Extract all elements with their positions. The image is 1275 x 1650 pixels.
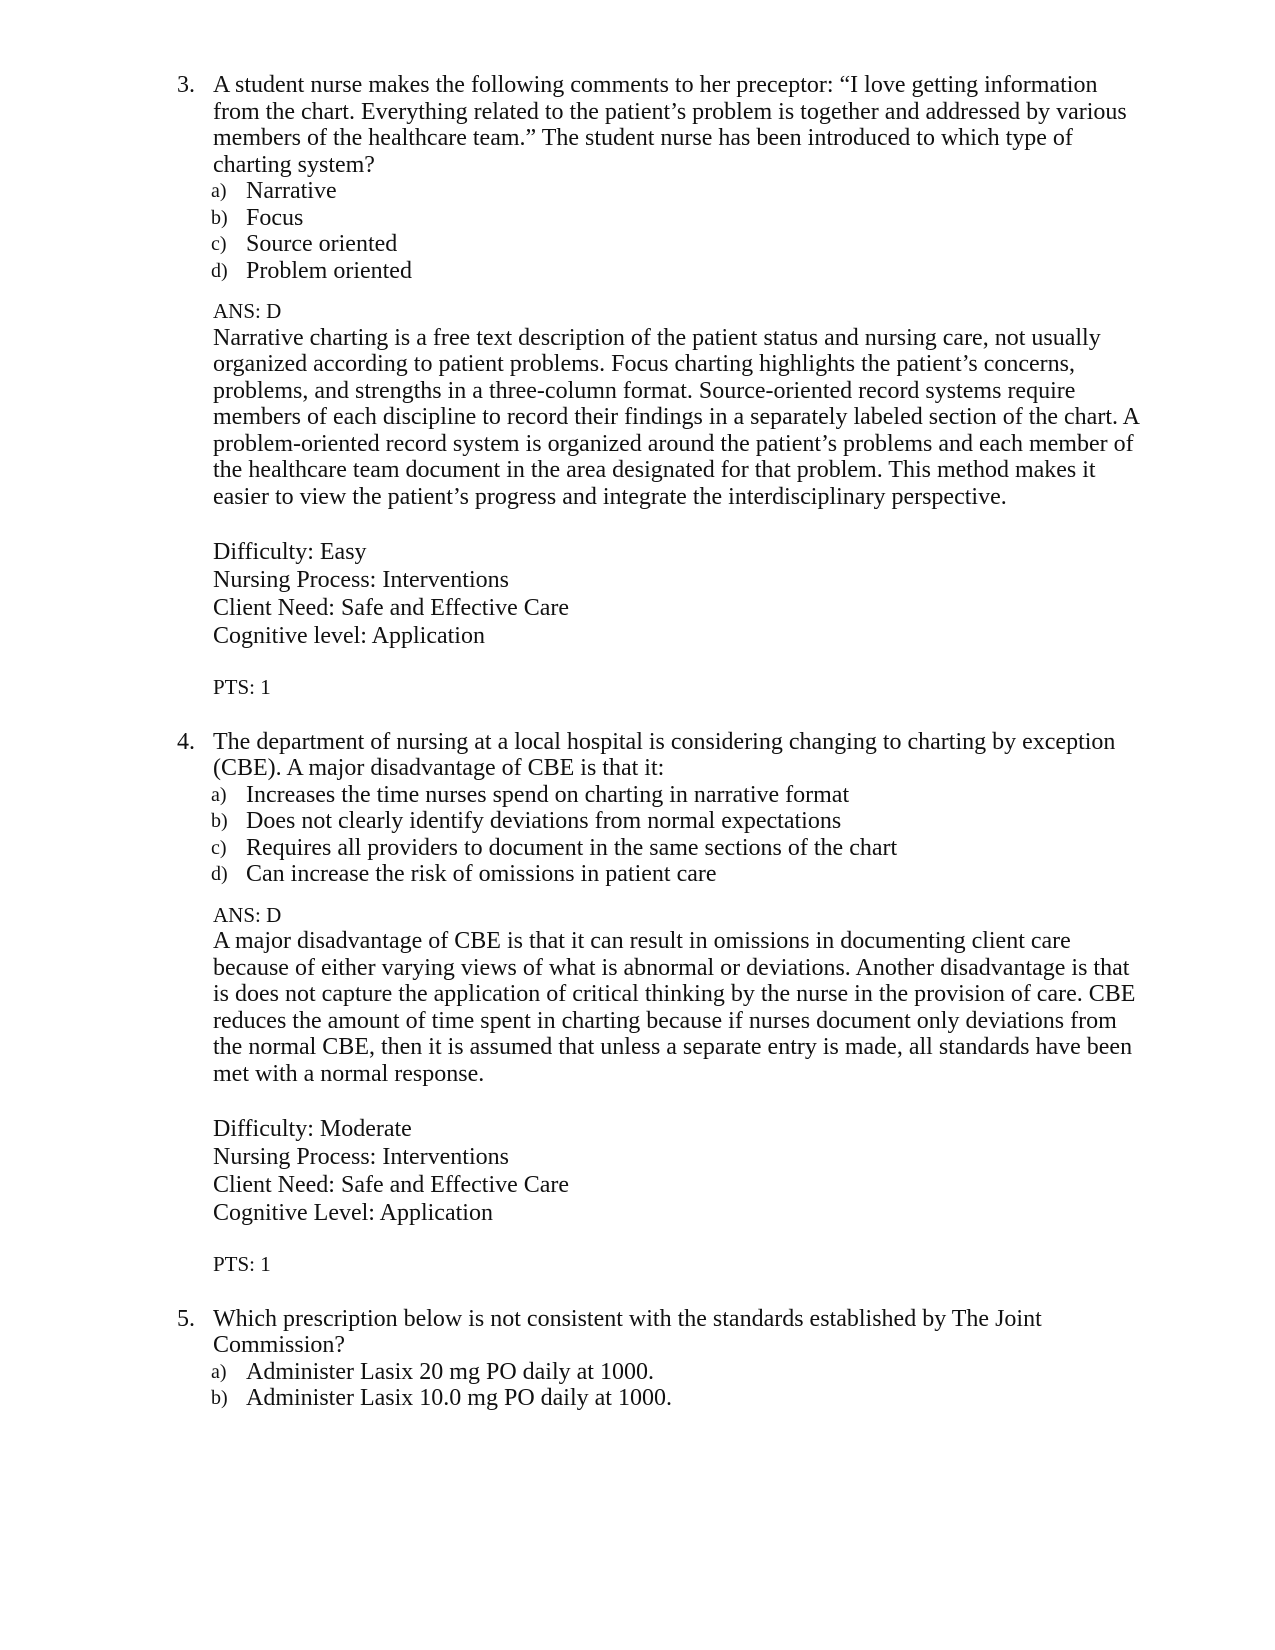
option-text: Source oriented bbox=[246, 231, 398, 257]
question-metadata bbox=[213, 538, 1148, 650]
answer-key: ANS: D bbox=[213, 902, 282, 927]
option-a bbox=[213, 1359, 1148, 1386]
option-letter: d) bbox=[211, 259, 228, 282]
option-text: Can increase the risk of omissions in patient care bbox=[246, 861, 717, 887]
answer-options bbox=[213, 1359, 1148, 1412]
option-b bbox=[213, 205, 1148, 232]
option-d bbox=[213, 861, 1148, 888]
option-letter: b) bbox=[211, 1387, 228, 1409]
option-c bbox=[213, 231, 1148, 258]
points: PTS: 1 bbox=[213, 675, 271, 699]
option-a bbox=[213, 178, 1148, 205]
option-b bbox=[213, 1385, 1148, 1412]
option-a bbox=[213, 782, 1148, 809]
cognitive-level: Cognitive Level: Application bbox=[213, 1200, 493, 1226]
rationale-text: Narrative charting is a free text description of the patient status and nursing care, not usually organized according to patient problems. Focus charting highlights the patient’s concerns, problems, and strengths in a three-column format. Source-oriented record systems require members of each discipline to record their findings in a separately labeled section of the chart. A problem-oriented record system is organized around the patient’s problems and each member of the healthcare team document in the area designated for that problem. This method makes it easier to view the patient’s progress and integrate the interdisciplinary perspective. bbox=[213, 324, 1139, 510]
document-page bbox=[0, 72, 1275, 1412]
difficulty: Difficulty: Easy bbox=[213, 539, 367, 565]
question-number: 4. bbox=[177, 728, 195, 755]
option-letter: b) bbox=[211, 206, 228, 229]
option-letter: d) bbox=[211, 863, 228, 885]
client-need: Client Need: Safe and Effective Care bbox=[213, 1172, 570, 1198]
option-text: Problem oriented bbox=[246, 257, 412, 284]
option-text: Administer Lasix 10.0 mg PO daily at 1000. bbox=[246, 1385, 672, 1411]
option-letter: c) bbox=[211, 836, 227, 859]
question-3 bbox=[177, 72, 1148, 701]
option-letter: a) bbox=[211, 1360, 227, 1383]
option-c bbox=[213, 835, 1148, 862]
option-text: Narrative bbox=[246, 178, 337, 204]
option-text: Focus bbox=[246, 204, 304, 231]
question-stem: A student nurse makes the following comments to her preceptor: “I love getting information from the chart. Everything related to the patient’s problem is together and addressed by various members of the healthcare team.” The student nurse has been introduced to which type of charting system? bbox=[213, 72, 1127, 178]
points: PTS: 1 bbox=[213, 1252, 271, 1276]
option-letter: b) bbox=[211, 810, 228, 832]
question-number: 5. bbox=[177, 1305, 195, 1332]
option-text: Increases the time nurses spend on charting in narrative format bbox=[246, 781, 850, 808]
cognitive-level: Cognitive level: Application bbox=[213, 623, 485, 649]
nursing-process: Nursing Process: Interventions bbox=[213, 1144, 509, 1170]
question-number: 3. bbox=[177, 72, 195, 98]
question-4 bbox=[177, 728, 1148, 1278]
option-letter: a) bbox=[211, 180, 227, 202]
option-letter: c) bbox=[211, 233, 227, 255]
option-text: Administer Lasix 20 mg PO daily at 1000. bbox=[246, 1358, 654, 1385]
answer-options bbox=[213, 782, 1148, 888]
answer-key: ANS: D bbox=[213, 299, 282, 323]
client-need: Client Need: Safe and Effective Care bbox=[213, 595, 570, 621]
nursing-process: Nursing Process: Interventions bbox=[213, 567, 509, 593]
answer-options bbox=[213, 178, 1148, 284]
option-d bbox=[213, 258, 1148, 285]
question-stem: Which prescription below is not consistent with the standards established by The Joint Commission? bbox=[213, 1305, 1042, 1358]
question-5 bbox=[177, 1305, 1148, 1412]
question-stem: The department of nursing at a local hospital is considering changing to charting by exception (CBE). A major disadvantage of CBE is that it: bbox=[213, 728, 1116, 781]
rationale-text: A major disadvantage of CBE is that it can result in omissions in documenting client care because of either varying views of what is abnormal or deviations. Another disadvantage is that is does not capture the application of critical thinking by the nurse in the provision of care. CBE reduces the amount of time spent in charting because if nurses document only deviations from the normal CBE, then it is assumed that unless a separate entry is made, all standards have been met with a normal response. bbox=[213, 928, 1136, 1087]
option-text: Requires all providers to document in the same sections of the chart bbox=[246, 834, 898, 861]
question-metadata bbox=[213, 1115, 1148, 1227]
difficulty: Difficulty: Moderate bbox=[213, 1116, 412, 1142]
option-b bbox=[213, 808, 1148, 835]
option-letter: a) bbox=[211, 783, 227, 806]
option-text: Does not clearly identify deviations from normal expectations bbox=[246, 808, 842, 834]
